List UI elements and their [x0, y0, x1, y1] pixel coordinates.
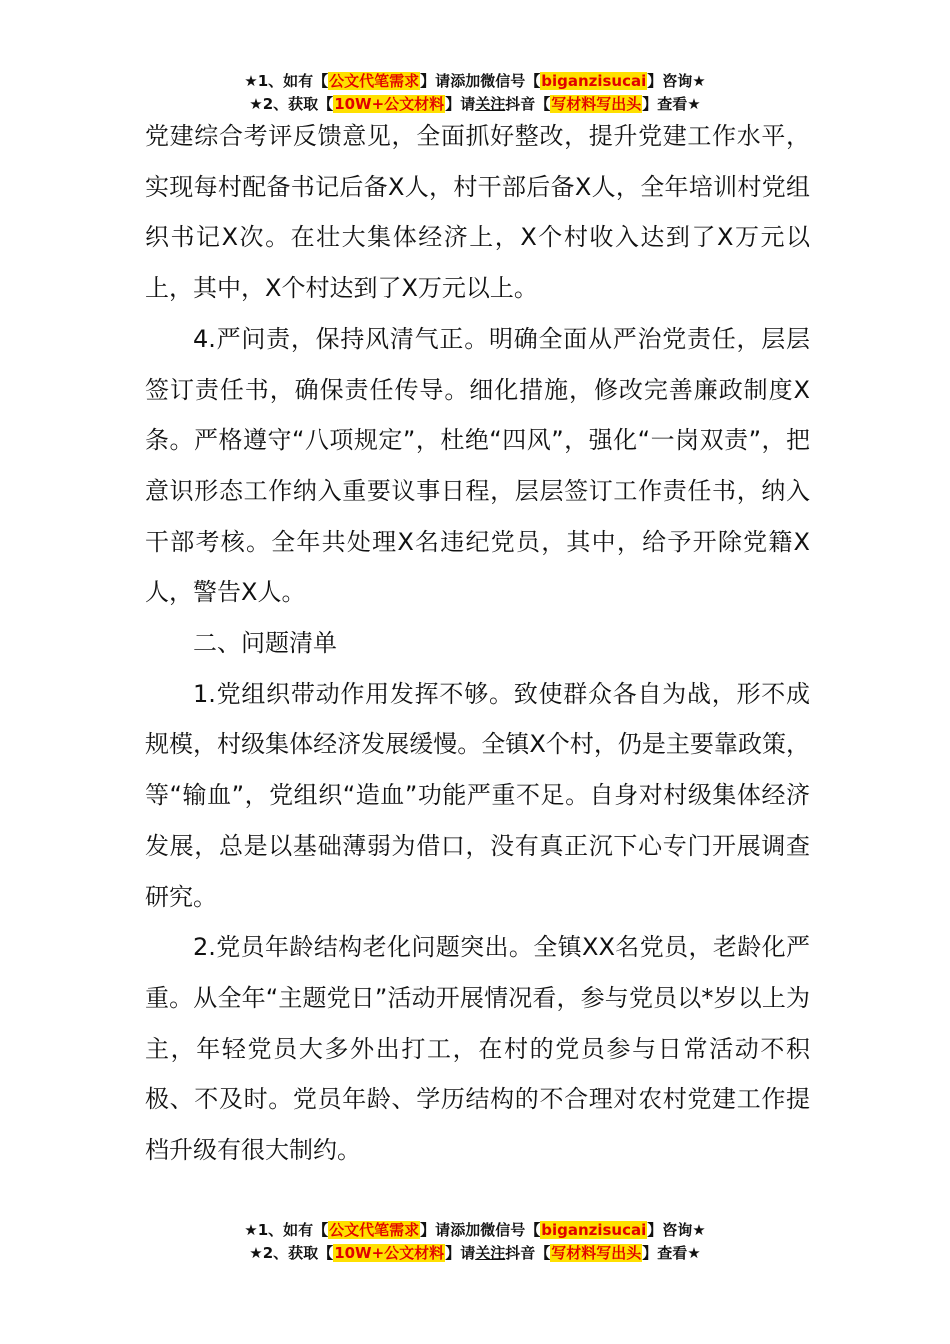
- highlight-douyin: 写材料写出头: [551, 1244, 642, 1262]
- highlight-materials: 10W+公文材料: [334, 1244, 445, 1262]
- document-body: [145, 111, 810, 1176]
- highlight-wechat-id: biganzisucai: [541, 72, 647, 90]
- section-heading-problems: 二、问题清单: [193, 629, 337, 658]
- highlight-service: 公文代笔需求: [329, 72, 420, 90]
- highlight-materials: 10W+公文材料: [334, 95, 445, 113]
- highlight-service: 公文代笔需求: [329, 1221, 420, 1239]
- banner-line-1: ★1、如有【公文代笔需求】请添加微信号【biganzisucai】咨询★: [244, 1221, 706, 1239]
- banner-line-1: ★1、如有【公文代笔需求】请添加微信号【biganzisucai】咨询★: [244, 72, 706, 90]
- banner-line-2: ★2、获取【10W+公文材料】请关注抖音【写材料写出头】查看★: [249, 1244, 701, 1262]
- highlight-douyin: 写材料写出头: [551, 95, 642, 113]
- highlight-wechat-id: biganzisucai: [541, 1221, 647, 1239]
- paragraph-problem-2: 2.党员年龄结构老化问题突出。全镇XX名党员，老龄化严重。从全年“主题党日”活动开展情况看，参与党员以*岁以上为主，年轻党员大多外出打工，在村的党员参与日常活动不积极、不及时。党员年龄、学历结构的不合理对农村党建工作提档升级有很大制约。: [145, 933, 810, 1165]
- banner-line-2: ★2、获取【10W+公文材料】请关注抖音【写材料写出头】查看★: [249, 95, 701, 113]
- header-banner: [0, 70, 950, 116]
- paragraph-continuation: 党建综合考评反馈意见，全面抓好整改，提升党建工作水平，实现每村配备书记后备X人，村干部后备X人，全年培训村党组织书记X次。在壮大集体经济上，X个村收入达到了X万元以上，其中，X个村达到了X万元以上。: [145, 122, 810, 303]
- footer-banner: [0, 1219, 950, 1265]
- paragraph-accountability: 4.严问责，保持风清气正。明确全面从严治党责任，层层签订责任书，确保责任传导。细化措施，修改完善廉政制度X条。严格遵守“八项规定”，杜绝“四风”，强化“一岗双责”，把意识形态工作纳入重要议事日程，层层签订工作责任书，纳入干部考核。全年共处理X名违纪党员，其中，给予开除党籍X人，警告X人。: [145, 324, 810, 607]
- paragraph-problem-1: 1.党组织带动作用发挥不够。致使群众各自为战，形不成规模，村级集体经济发展缓慢。全镇X个村，仍是主要靠政策，等“输血”，党组织“造血”功能严重不足。自身对村级集体经济发展，总是以基础薄弱为借口，没有真正沉下心专门开展调查研究。: [145, 679, 810, 911]
